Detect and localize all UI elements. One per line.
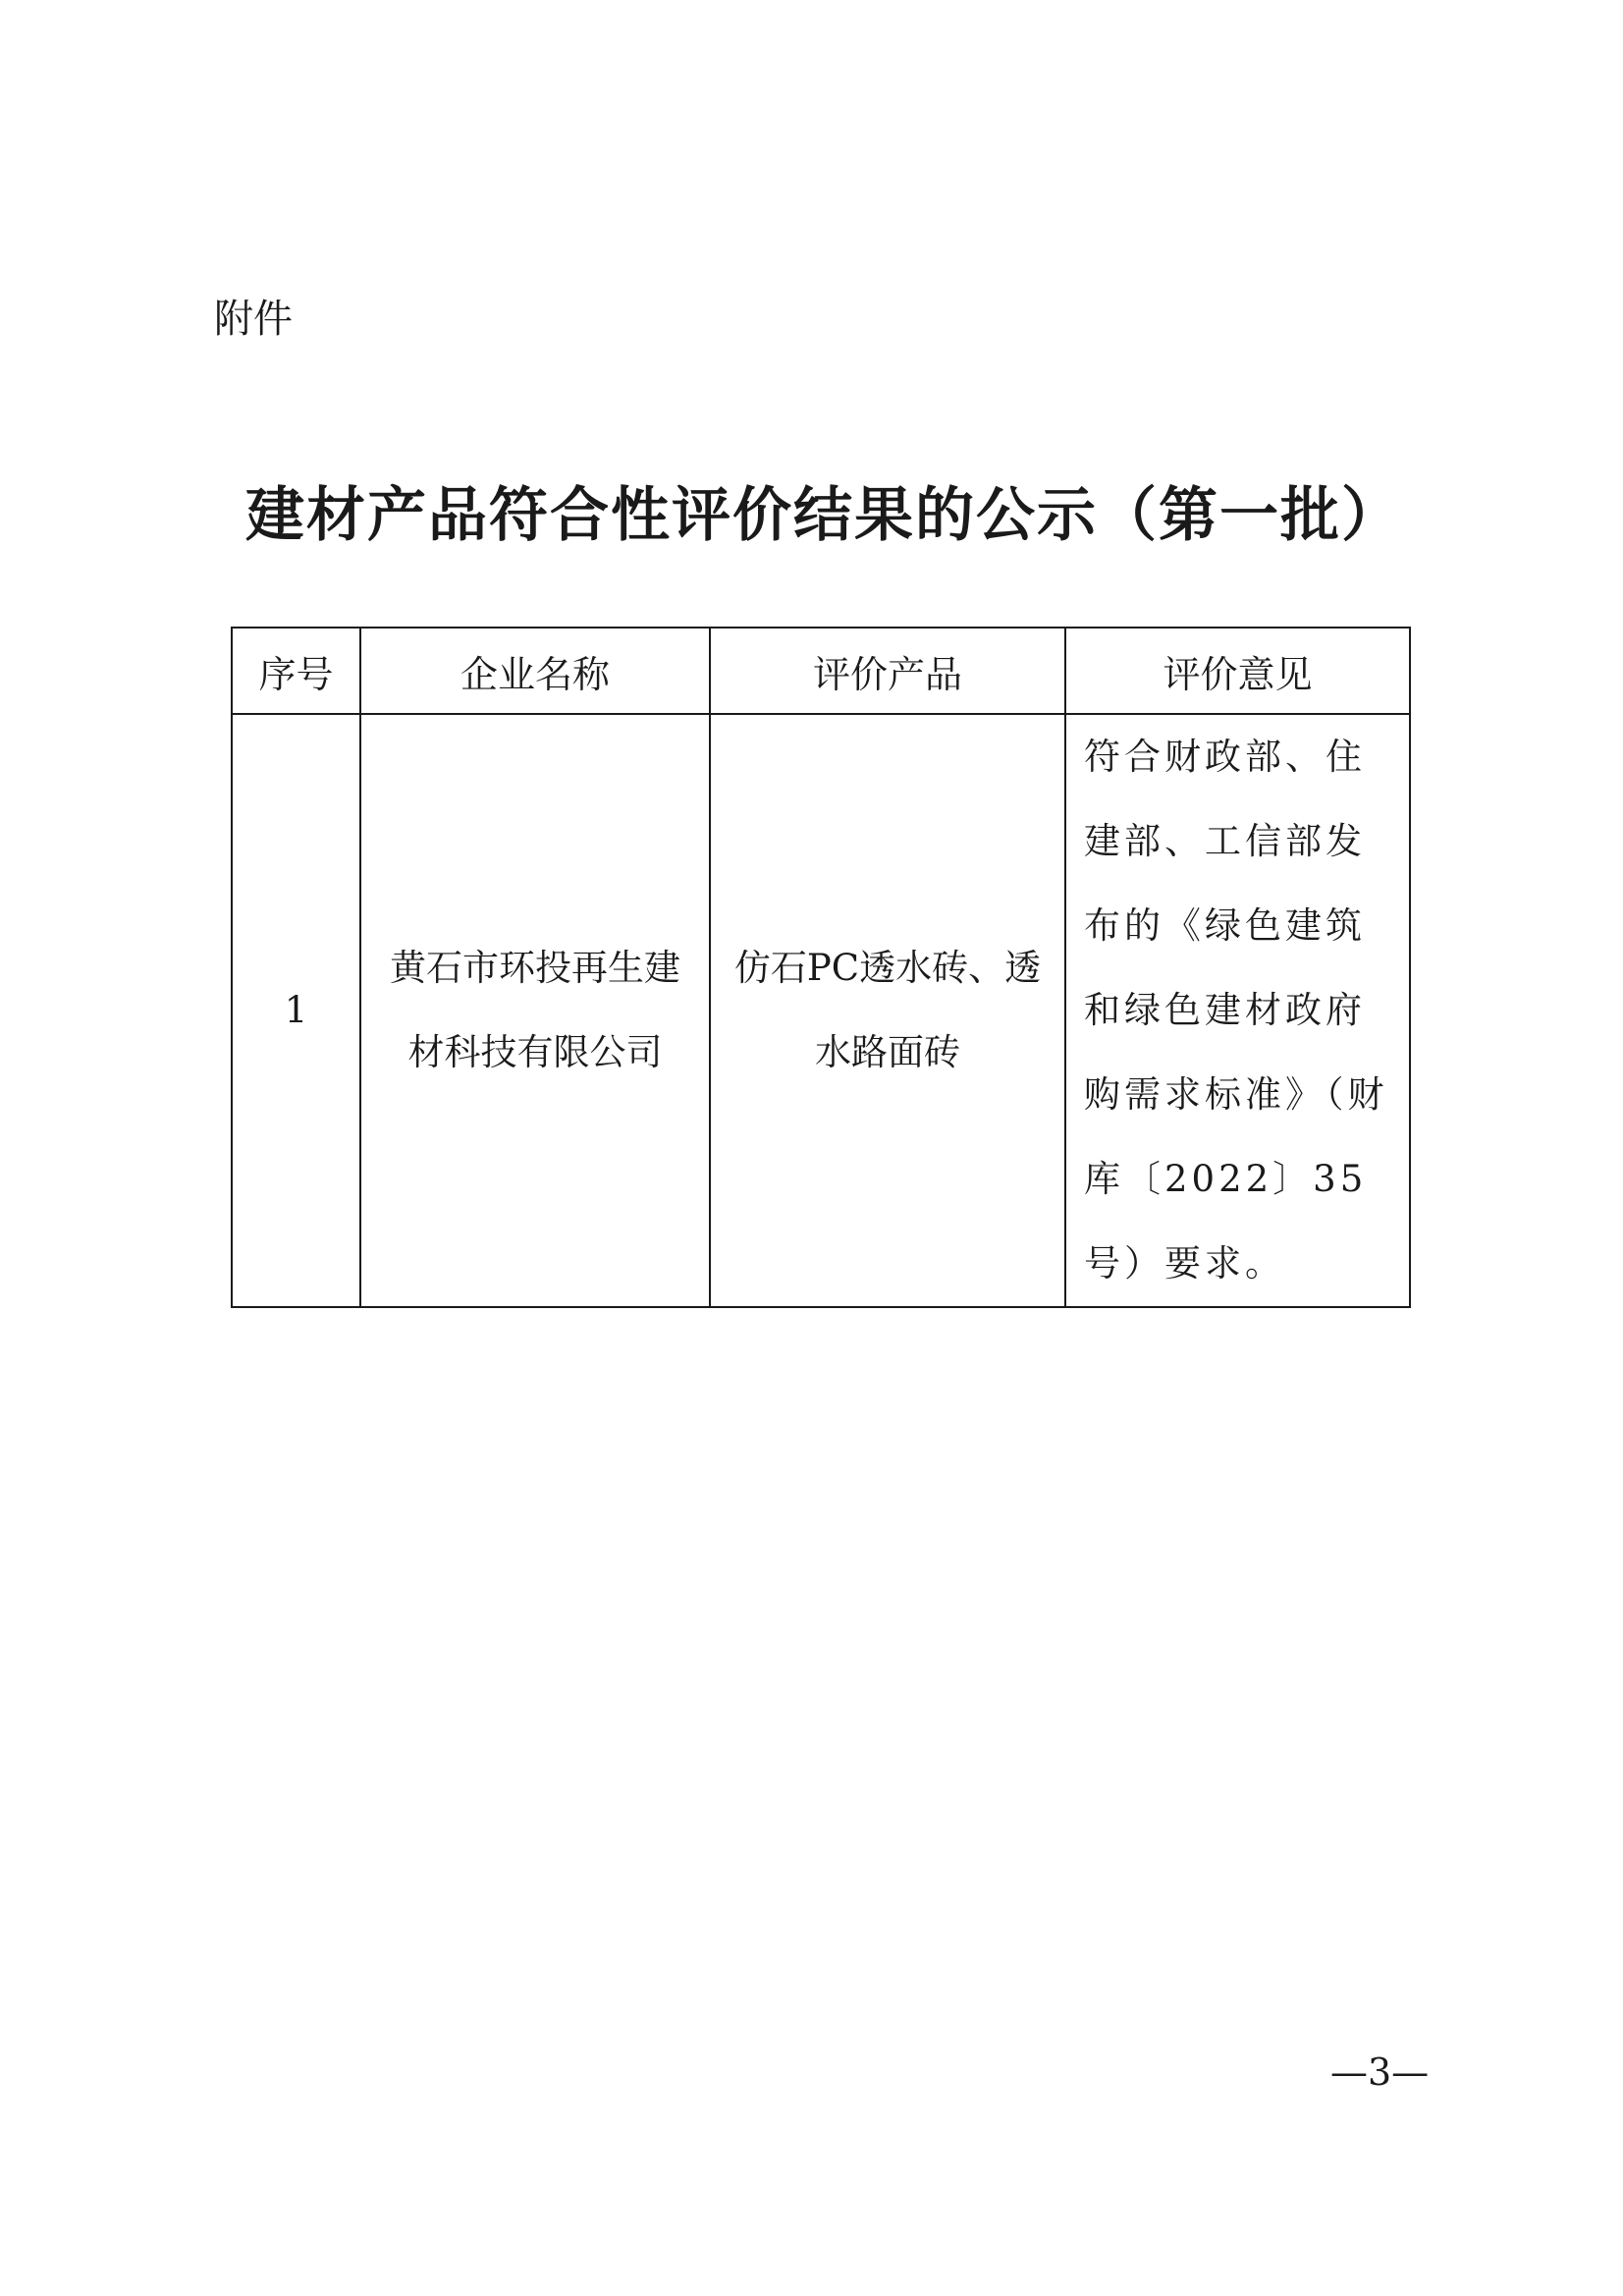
row-company: 黄石市环投再生建材科技有限公司	[360, 714, 710, 1307]
attachment-label: 附件	[214, 297, 293, 342]
evaluation-result-table	[231, 627, 1411, 1308]
document-title: 建材产品符合性评价结果的公示（第一批）	[245, 481, 1402, 550]
table-row	[232, 714, 1410, 1307]
row-product: 仿石PC透水砖、透水路面砖	[710, 714, 1065, 1307]
row-opinion: 符合财政部、住建部、工信部发布的《绿色建筑和绿色建材政府购需求标准》（财库〔2022〕35号）要求。	[1065, 714, 1410, 1307]
header-opinion: 评价意见	[1065, 628, 1410, 714]
header-company: 企业名称	[360, 628, 710, 714]
header-product: 评价产品	[710, 628, 1065, 714]
table-body	[232, 714, 1410, 1307]
table-header-row	[232, 628, 1410, 714]
page-number: —3—	[1330, 2050, 1430, 2094]
table-header	[232, 628, 1410, 714]
header-index: 序号	[232, 628, 360, 714]
row-index: 1	[232, 714, 360, 1307]
